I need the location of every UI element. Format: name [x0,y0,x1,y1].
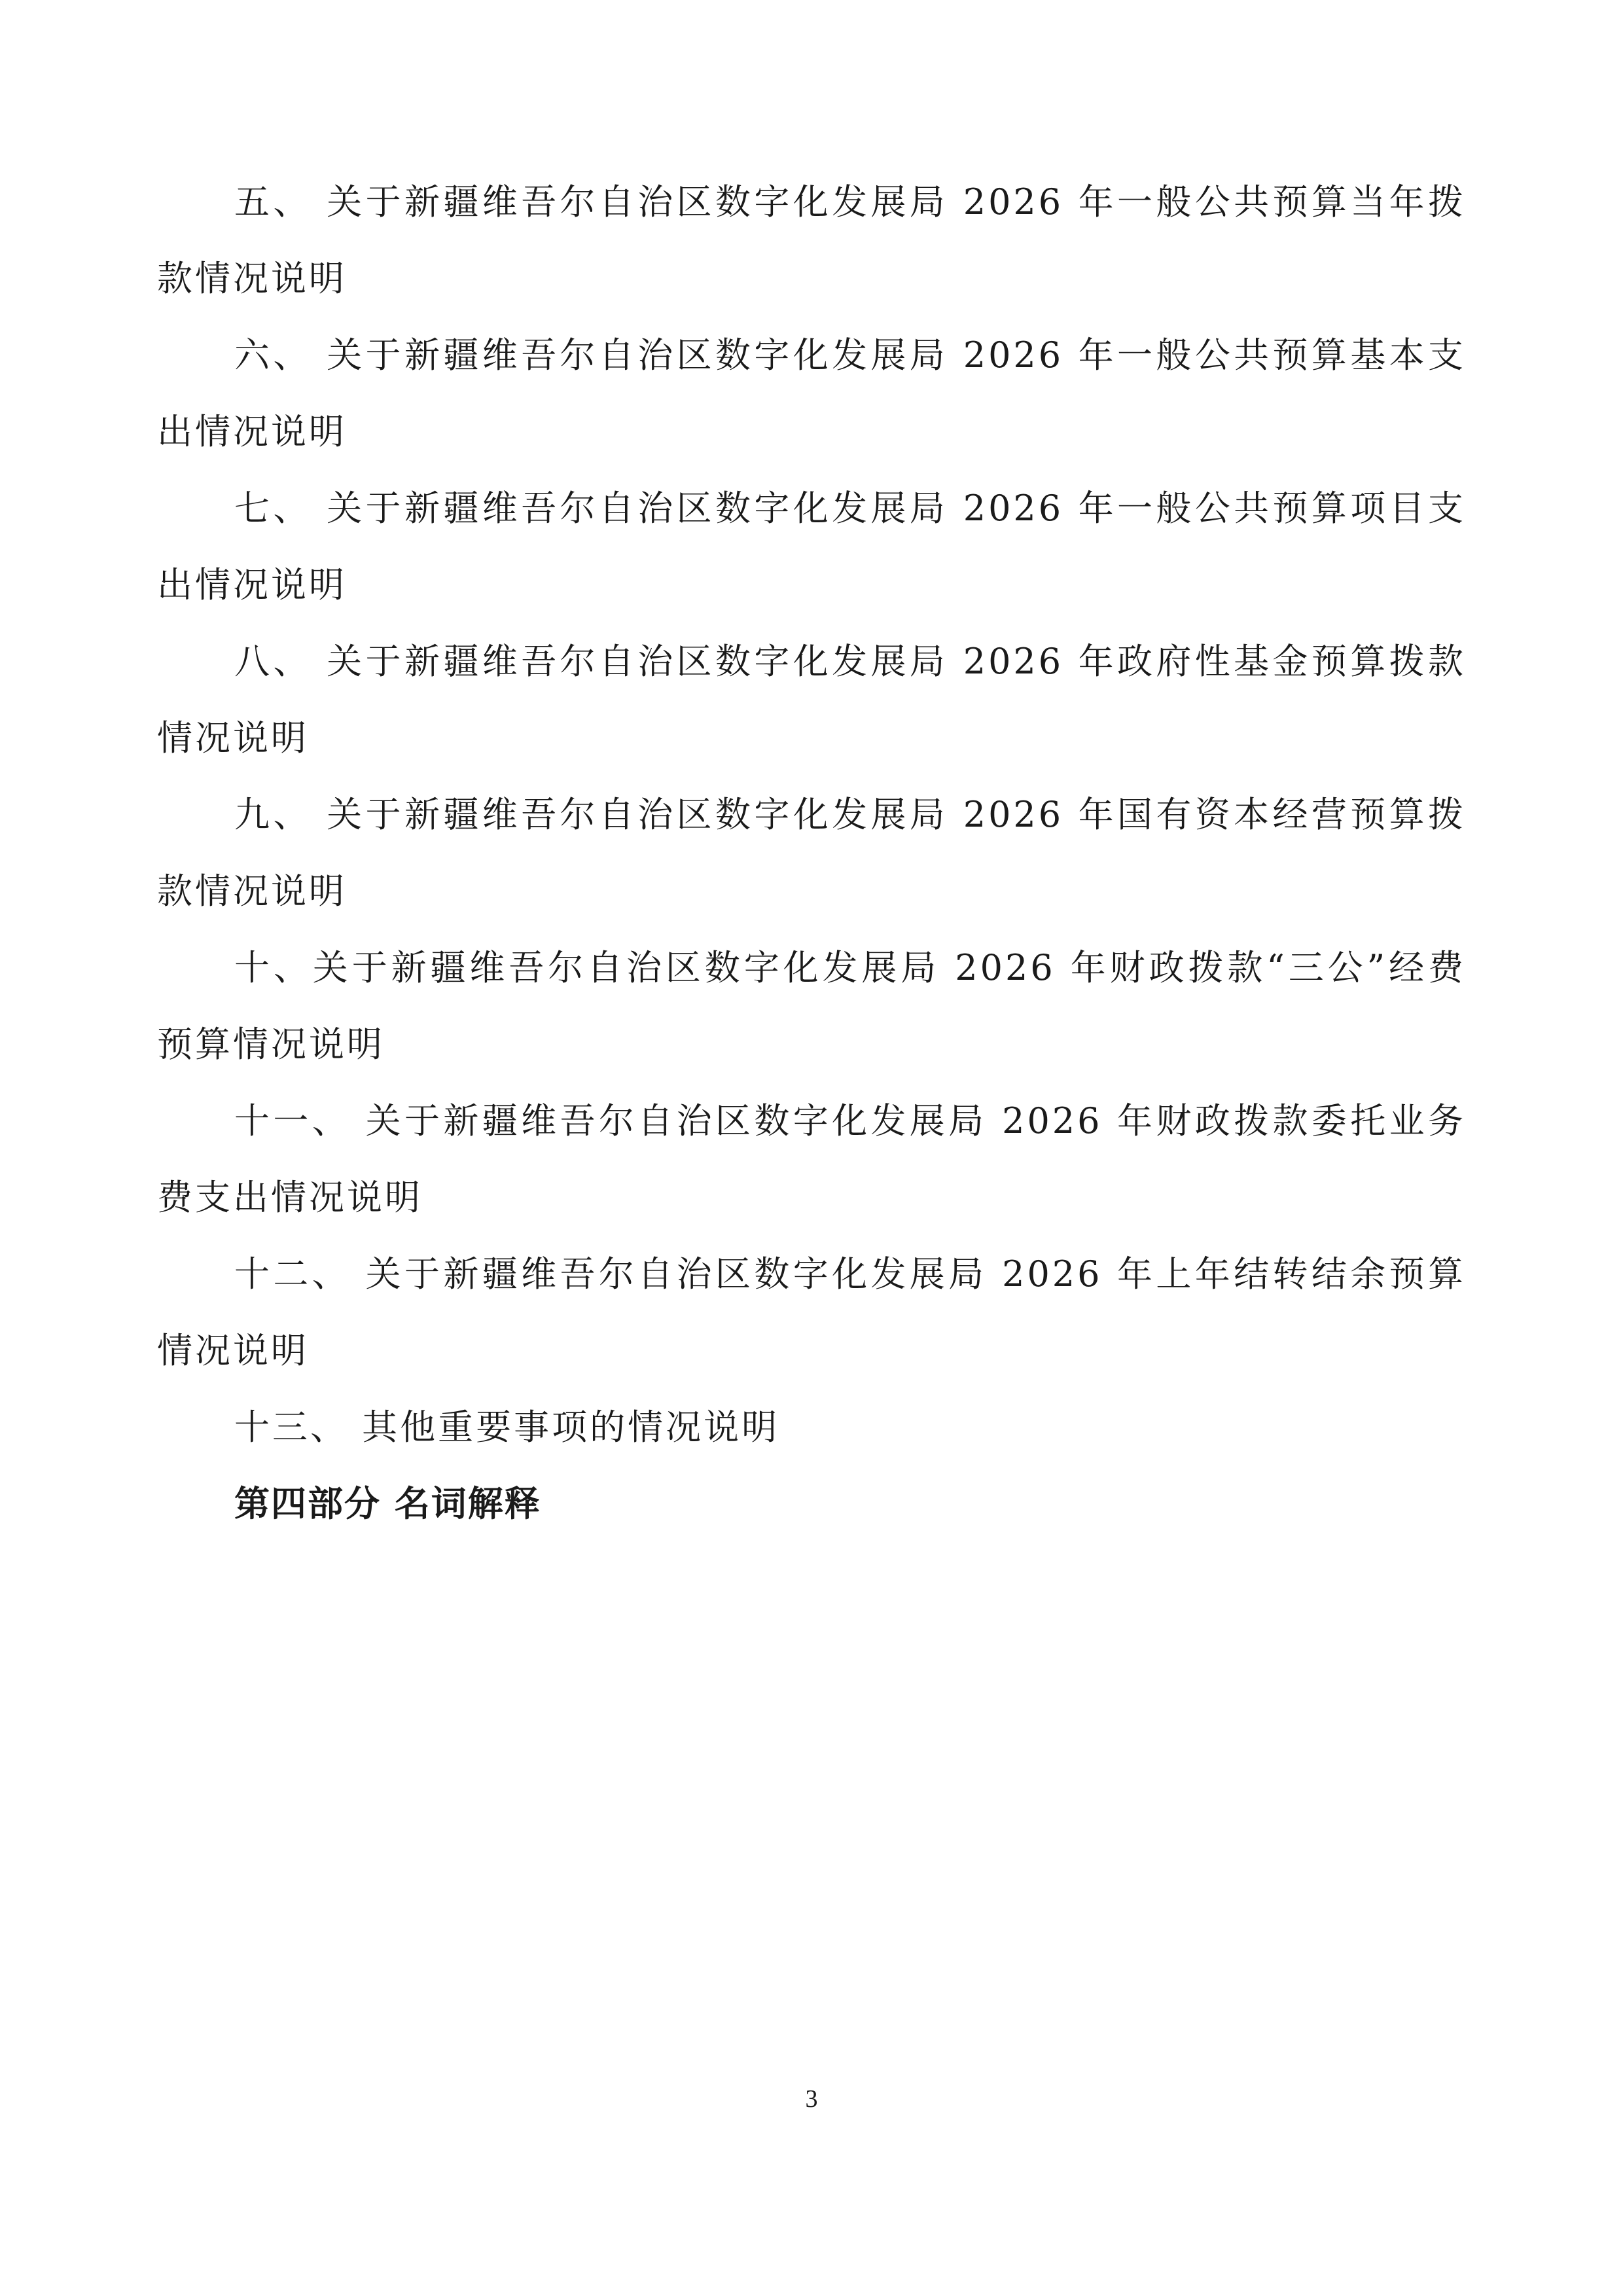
toc-item-9: 九、 关于新疆维吾尔自治区数字化发展局 2026 年国有资本经营预算拨款情况说明 [157,794,1466,912]
page-number: 3 [805,2085,818,2113]
toc-item-6: 六、 关于新疆维吾尔自治区数字化发展局 2026 年一般公共预算基本支出情况说明 [157,334,1466,452]
toc-item-7: 七、 关于新疆维吾尔自治区数字化发展局 2026 年一般公共预算项目支出情况说明 [157,488,1466,605]
toc-item-11: 十一、 关于新疆维吾尔自治区数字化发展局 2026 年财政拨款委托业务费支出情况说明 [157,1100,1466,1218]
toc-item-13: 十三、 其他重要事项的情况说明 [234,1407,780,1448]
toc-item-5: 五、 关于新疆维吾尔自治区数字化发展局 2026 年一般公共预算当年拨款情况说明 [157,181,1466,299]
document-body [157,164,1466,1542]
toc-item-10: 十、关于新疆维吾尔自治区数字化发展局 2026 年财政拨款“三公”经费预算情况说明 [157,947,1466,1065]
toc-item-12: 十二、 关于新疆维吾尔自治区数字化发展局 2026 年上年结转结余预算情况说明 [157,1253,1466,1371]
section-heading: 第四部分 名词解释 [234,1483,541,1524]
toc-item-8: 八、 关于新疆维吾尔自治区数字化发展局 2026 年政府性基金预算拨款情况说明 [157,641,1466,759]
